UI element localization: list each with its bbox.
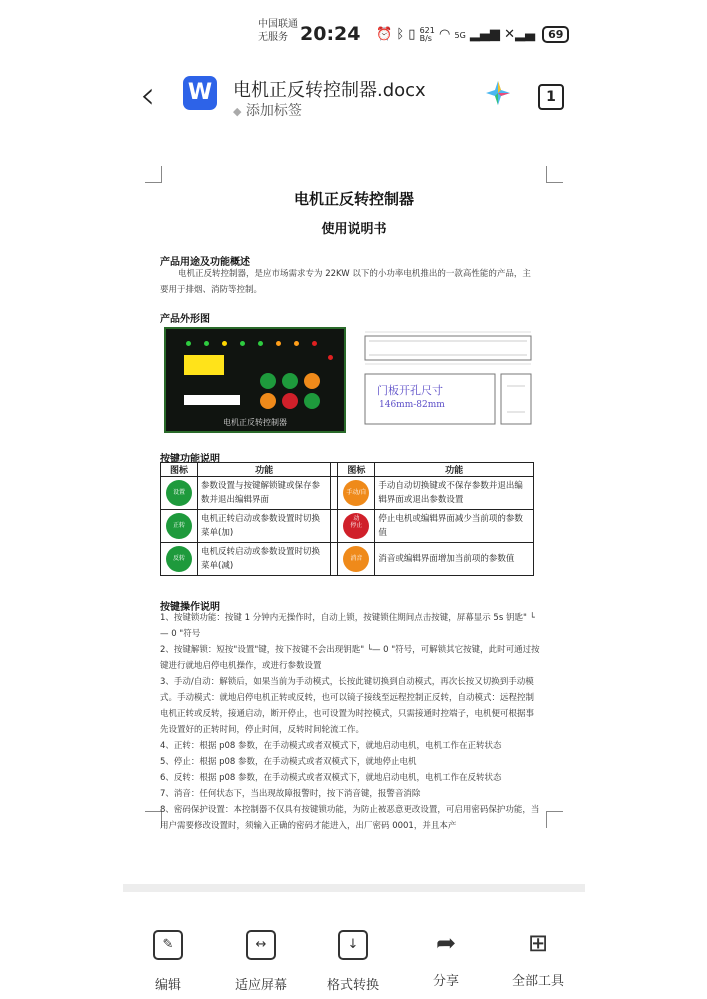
all-tools-label: 全部工具 xyxy=(511,974,564,989)
share-label: 分享 xyxy=(432,974,459,989)
indicator-led xyxy=(222,341,227,346)
indicator-led xyxy=(258,341,263,346)
operations-list xyxy=(160,610,540,834)
convert-icon: ↓ xyxy=(338,930,368,960)
document-title: 电机正反转控制器 xyxy=(293,190,414,208)
panel-key xyxy=(260,373,276,389)
drawing-cutout-size: 146mm-82mm xyxy=(379,400,445,410)
list-item: 2、按键解锁：短按"设置"键，按下按键不会出现钥匙" └— 0 "符号，可解锁其它按键，此时可通过按键进行就地启停电机操作，或进行参数设置 xyxy=(160,645,540,671)
all-tools-button[interactable] xyxy=(498,930,578,989)
table-cell-icon xyxy=(161,510,198,543)
section-heading: 按键功能说明 xyxy=(160,454,220,465)
table-header: 图标 xyxy=(338,463,375,477)
fit-screen-label: 适应屏幕 xyxy=(234,978,287,993)
app-bar xyxy=(0,68,707,128)
tag-icon: ◆ xyxy=(233,105,242,118)
carrier-service: 无服务 xyxy=(258,32,288,43)
edit-label: 编辑 xyxy=(154,978,181,993)
vibrate-icon: ▯ xyxy=(408,27,416,42)
signal-icon-2: ✕▂▄ xyxy=(504,27,535,42)
status-icons xyxy=(376,26,569,43)
panel-key xyxy=(282,373,298,389)
edit-button[interactable] xyxy=(128,930,208,993)
table-cell: 手动自动切换键或不保存参数并退出编辑界面或退出参数设置 xyxy=(375,477,534,510)
indicator-led xyxy=(240,341,245,346)
table-cell: 停止电机或编辑界面减少当前项的参数值 xyxy=(375,510,534,543)
panel-key xyxy=(260,393,276,409)
table-row xyxy=(161,510,534,543)
table-cell-icon xyxy=(338,510,375,543)
convert-button[interactable] xyxy=(313,930,393,993)
grid-icon: ⊞ xyxy=(527,929,549,957)
wifi-icon: ◠ xyxy=(439,27,451,42)
mute-key-icon: 消音 xyxy=(343,546,369,572)
share-icon: ➦ xyxy=(435,929,457,957)
fit-screen-icon: ↔ xyxy=(246,930,276,960)
list-item: 1、按键锁功能：按键 1 分钟内无操作时，自动上锁，按键锁住期间点击按键，屏幕显示 5s 钥匙" └— 0 "符号 xyxy=(160,613,535,639)
list-item: 8、密码保护设置：本控制器不仅具有按键锁功能，为防止被恶意更改设置，可启用密码保护功能，当用户需要修改设置时，须输入正确的密码才能进入，出厂密码 0001，并且本产 xyxy=(160,805,540,831)
table-cell-icon xyxy=(161,477,198,510)
signal-icon: ▂▄▆ xyxy=(469,27,500,42)
list-item: 4、正转：根据 p08 参数，在手动模式或者双模式下，就地启动电机，电机工作在正转状态 xyxy=(160,741,502,751)
table-header: 功能 xyxy=(198,463,331,477)
carrier-info xyxy=(258,18,298,44)
indicator-led xyxy=(186,341,191,346)
page-count-button[interactable]: 1 xyxy=(538,84,564,110)
table-row xyxy=(161,477,534,510)
table-cell-icon xyxy=(338,543,375,576)
margin-corner xyxy=(546,166,563,183)
bottom-toolbar xyxy=(0,930,707,999)
lcd-display xyxy=(184,355,224,375)
list-item: 3、手动/自动：解锁后，如果当前为手动模式，长按此键切换到自动模式，再次长按又切换到手动模式。手动模式：就地启停电机正转或反转，也可以镜子接线至远程控制正反转，自动模式：远程控制电机正转或反转，接通启动，断开停止，也可设置为时控模式，只需接通时控端子，电机便可根据事先设置好的正转时间，停止时间，反转时间轮流工作。 xyxy=(160,677,535,735)
table-separator xyxy=(331,477,338,510)
table-separator xyxy=(331,543,338,576)
battery-icon: 69 xyxy=(542,26,569,43)
edit-icon: ✎ xyxy=(153,930,183,960)
word-app-icon: W xyxy=(183,76,217,110)
back-button[interactable]: ‹ xyxy=(140,73,156,117)
table-header-row xyxy=(161,463,534,477)
indicator-led xyxy=(204,341,209,346)
settings-key-icon: 设置 xyxy=(166,480,192,506)
carrier-name: 中国联通 xyxy=(258,19,298,30)
reverse-key-icon: 反转 xyxy=(166,546,192,572)
lcd-display-secondary xyxy=(184,395,240,405)
indicator-led xyxy=(312,341,317,346)
dimension-drawing xyxy=(363,330,535,436)
document-subtitle: 使用说明书 xyxy=(321,222,387,237)
list-item: 7、消音：任何状态下，当出现故障报警时，按下消音键，报警音消除 xyxy=(160,789,421,799)
margin-corner xyxy=(145,166,162,183)
share-button[interactable] xyxy=(406,930,486,989)
table-cell-icon xyxy=(161,543,198,576)
table-header: 图标 xyxy=(161,463,198,477)
table-cell: 电机反转启动或参数设置时切换菜单(减) xyxy=(198,543,331,576)
table-separator xyxy=(331,510,338,543)
product-panel-image xyxy=(164,327,346,433)
network-type: 5G xyxy=(454,31,466,40)
table-cell: 电机正转启动或参数设置时切换菜单(加) xyxy=(198,510,331,543)
indicator-led xyxy=(294,341,299,346)
ai-star-icon[interactable] xyxy=(485,80,511,106)
indicator-led xyxy=(276,341,281,346)
fit-screen-button[interactable] xyxy=(221,930,301,993)
drawing-cutout-label: 门板开孔尺寸 xyxy=(377,384,443,397)
margin-corner xyxy=(546,811,563,828)
section-heading: 产品用途及功能概述 xyxy=(160,257,250,268)
list-item: 6、反转：根据 p08 参数，在手动模式或者双模式下，就地启动电机，电机工作在反转状态 xyxy=(160,773,502,783)
section-heading: 按键操作说明 xyxy=(160,602,220,613)
document-page xyxy=(123,132,585,884)
table-row xyxy=(161,543,534,576)
table-cell: 参数设置与按键解锁键或保存参数并退出编辑界面 xyxy=(198,477,331,510)
panel-key xyxy=(282,393,298,409)
panel-key xyxy=(304,373,320,389)
key-function-table xyxy=(160,462,534,576)
table-header: 功能 xyxy=(375,463,534,477)
list-item: 5、停止：根据 p08 参数，在手动模式或者双模式下，就地停止电机 xyxy=(160,757,417,767)
net-speed: 621 B/s xyxy=(419,25,435,43)
indicator-led xyxy=(328,355,333,360)
manual-auto-key-icon: 手动/自 xyxy=(343,480,369,506)
page-gap xyxy=(123,884,585,892)
stop-key-icon: 停止 xyxy=(343,513,369,539)
section-heading: 产品外形图 xyxy=(160,314,210,325)
add-tag-label: 添加标签 xyxy=(245,103,302,119)
panel-label: 电机正反转控制器 xyxy=(223,418,287,427)
alarm-icon: ⏰ xyxy=(376,27,393,42)
table-cell: 消音或编辑界面增加当前项的参数值 xyxy=(375,543,534,576)
paragraph: 电机正反转控制器，是应市场需求专为 22KW 以下的小功率电机推出的一款高性能的产品，主要用于排烟、消防等控制。 xyxy=(160,269,531,295)
add-tag-button[interactable] xyxy=(233,100,302,120)
forward-key-icon: 正转 xyxy=(166,513,192,539)
bluetooth-icon: ᛒ xyxy=(396,27,405,42)
table-cell-icon xyxy=(338,477,375,510)
panel-key xyxy=(304,393,320,409)
status-bar xyxy=(258,18,568,52)
convert-label: 格式转换 xyxy=(326,978,379,993)
file-name: 电机正反转控制器.docx xyxy=(233,80,426,101)
table-separator xyxy=(331,463,338,477)
clock: 20:24 xyxy=(300,23,361,45)
